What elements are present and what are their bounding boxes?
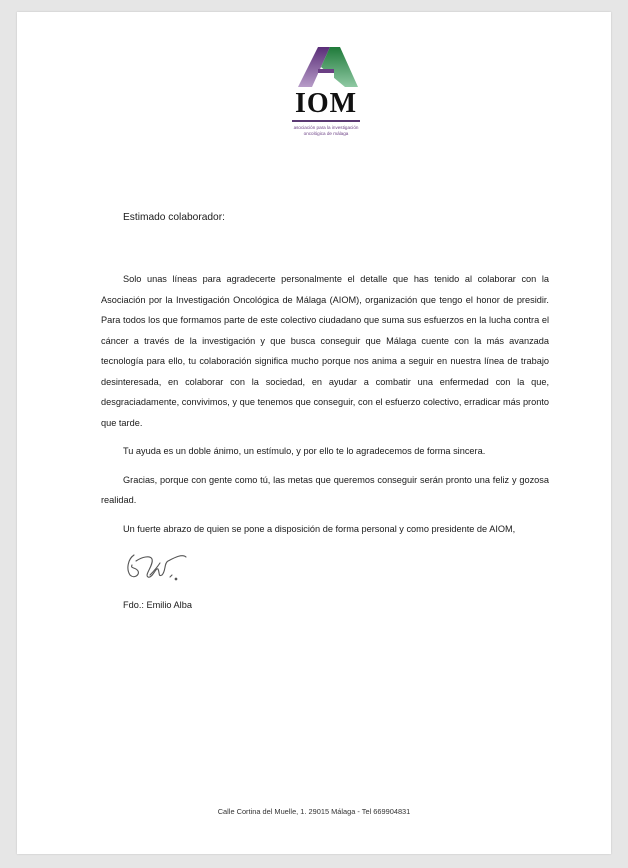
letter-body	[101, 269, 549, 547]
footer-address: Calle Cortina del Muelle, 1. 29015 Málaga - Tel 669904831	[217, 807, 411, 816]
logo-acronym: IOM	[294, 88, 358, 119]
iom-logo	[288, 45, 364, 140]
logo-mark-icon	[288, 45, 364, 91]
logo-rule	[292, 120, 360, 122]
paragraph: Tu ayuda es un doble ánimo, un estímulo, y por ello te lo agradecemos de forma sincera.	[123, 446, 486, 456]
logo-line-2: oncológica de málaga	[303, 131, 349, 136]
greeting: Estimado colaborador:	[123, 212, 225, 223]
paragraph: Un fuerte abrazo de quien se pone a disposición de forma personal y como presidente de AIOM,	[123, 523, 516, 534]
paragraph: Solo unas líneas para agradecerte personalmente el detalle que has tenido al colaborar con la Asociación por la Investigación Oncológica de Málaga (AIOM), organización que tengo el honor de presidir. Para todos los que formamos parte de este colectivo ciudadano que suma sus esfuerzos en la lucha contra el cáncer a través de la investigación y que busca conseguir que Málaga cuente con la más avanzada tecnología para ello, tu colaboración significa mucho porque nos anima a seguir en nuestra línea de trabajo desinteresada, en colaborar con la sociedad, en ayudar a combatir una enfermedad con la que, desgraciadamente, convivimos, y que tenemos que conseguir, con el esfuerzo colectivo, erradicar más pronto que tarde.	[101, 274, 549, 428]
paragraph: Gracias, porque con gente como tú, las metas que queremos conseguir serán pronto una feliz y gozosa realidad.	[101, 474, 549, 505]
letter-page	[17, 12, 611, 854]
handwritten-signature	[122, 545, 188, 585]
logo-line-1: asociación para la investigación	[293, 125, 359, 130]
signed-by: Fdo.: Emilio Alba	[123, 600, 192, 610]
